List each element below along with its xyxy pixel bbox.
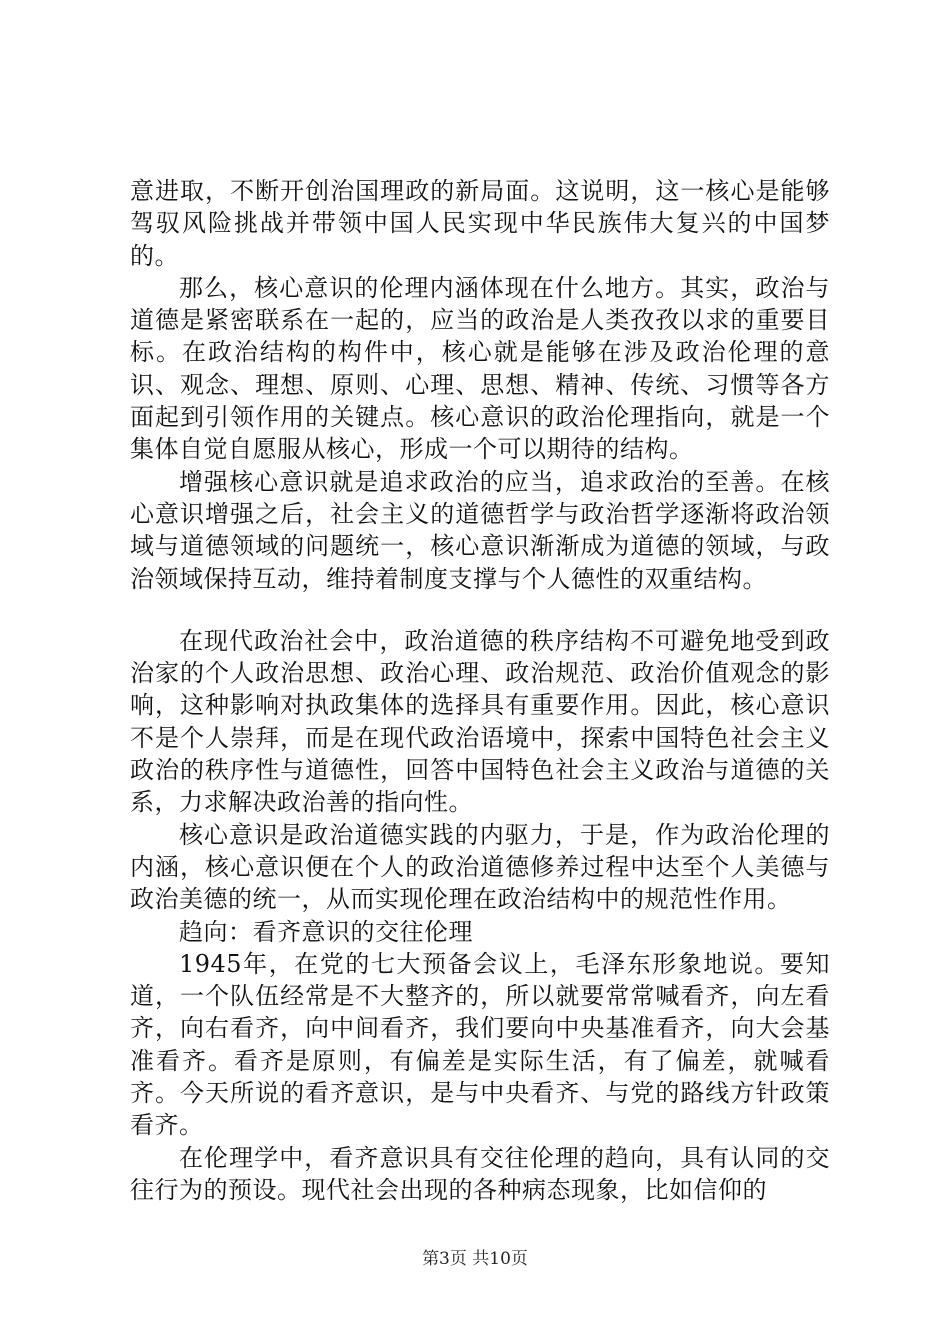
- paragraph-4: 在现代政治社会中，政治道德的秩序结构不可避免地受到政治家的个人政治思想、政治心理、政治规范、政治价值观念的影响，这种影响对执政集体的选择具有重要作用。因此，核心意识不是个人崇拜，而是在现代政治语境中，探索中国特色社会主义政治的秩序性与道德性，回答中国特色社会主义政治与道德的关系，力求解决政治善的指向性。: [130, 626, 830, 817]
- paragraph-2: 那么，核心意识的伦理内涵体现在什么地方。其实，政治与道德是紧密联系在一起的，应当的政治是人类孜孜以求的重要目标。在政治结构的构件中，核心就是能够在涉及政治伦理的意识、观念、理想、原则、心理、思想、精神、传统、习惯等各方面起到引领作用的关键点。核心意识的政治伦理指向，就是一个集体自觉自愿服从核心，形成一个可以期待的结构。: [130, 273, 830, 464]
- paragraph-1: 意进取，不断开创治国理政的新局面。这说明，这一核心是能够驾驭风险挑战并带领中国人民实现中华民族伟大复兴的中国梦的。: [130, 177, 830, 270]
- section-heading: 趋向：看齐意识的交往伦理: [179, 917, 473, 946]
- paragraph-7: 在伦理学中，看齐意识具有交往伦理的趋向，具有认同的交往行为的预设。现代社会出现的各种病态现象，比如信仰的: [130, 1143, 830, 1204]
- document-body: [130, 175, 830, 1206]
- page-number-footer: 第3页 共10页: [422, 1249, 528, 1269]
- paragraph-5: 核心意识是政治道德实践的内驱力，于是，作为政治伦理的内涵，核心意识便在个人的政治道德修养过程中达至个人美德与政治美德的统一，从而实现伦理在政治结构中的规范性作用。: [130, 820, 830, 914]
- paragraph-6: 1945年，在党的七大预备会议上，毛泽东形象地说。要知道，一个队伍经常是不大整齐的，所以就要常常喊看齐，向左看齐，向右看齐，向中间看齐，我们要向中央基准看齐，向大会基准看齐。看齐是原则，有偏差是实际生活，有了偏差，就喊看齐。今天所说的看齐意识，是与中央看齐、与党的路线方针政策看齐。: [130, 949, 830, 1140]
- paragraph-3: 增强核心意识就是追求政治的应当，追求政治的至善。在核心意识增强之后，社会主义的道德哲学与政治哲学逐渐将政治领域与道德领域的问题统一，核心意识渐渐成为道德的领域，与政治领域保持互动，维持着制度支撑与个人德性的双重结构。: [130, 467, 830, 593]
